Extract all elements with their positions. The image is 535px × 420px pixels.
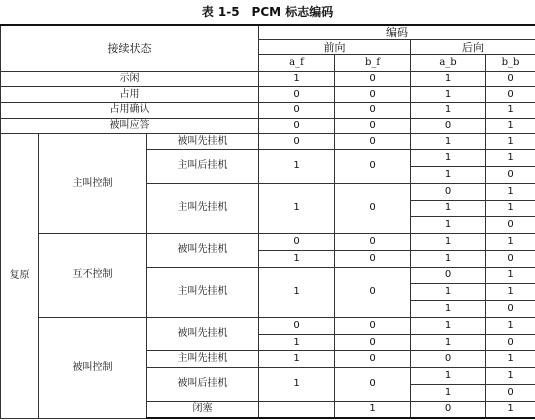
bf-cell: 0	[335, 71, 411, 87]
release-label: 复原	[1, 134, 39, 418]
table-row-idle	[1, 71, 535, 87]
bb-cell: 0	[486, 71, 535, 87]
af-cell: 1	[259, 368, 335, 402]
forward-header: 前向	[259, 40, 411, 55]
af-cell: 1	[259, 71, 335, 87]
af-cell: 0	[259, 317, 335, 334]
sub-state-label: 被叫后挂机	[147, 368, 259, 402]
sub-state-label: 被叫先挂机	[147, 234, 259, 268]
bb-cell: 1	[486, 234, 535, 251]
bb-header: b_b	[486, 54, 535, 71]
caller-control-label: 主叫控制	[39, 134, 147, 234]
ab-cell: 1	[411, 71, 486, 87]
bb-cell: 1	[486, 368, 535, 385]
ab-cell: 1	[411, 150, 486, 167]
table-caption: 表 1-5 PCM 标志编码	[201, 5, 334, 19]
bf-cell: 0	[335, 351, 411, 368]
code-header: 编码	[259, 25, 535, 40]
state-header: 接续状态	[1, 25, 259, 71]
ab-cell: 1	[411, 134, 486, 150]
af-cell: 1	[259, 334, 335, 351]
sub-state-label: 被叫先挂机	[147, 317, 259, 351]
bf-cell: 0	[411, 401, 486, 418]
blocking-label: 闭塞	[147, 401, 259, 418]
af-cell: 0	[259, 103, 335, 119]
ab-cell: 1	[411, 368, 486, 385]
sub-state-label: 主叫先挂机	[147, 351, 259, 368]
ab-cell: 1	[411, 384, 486, 401]
ab-cell: 1	[411, 334, 486, 351]
ab-cell: 1	[486, 401, 535, 418]
bf-cell: 0	[335, 118, 411, 134]
bf-cell: 0	[335, 250, 411, 267]
ab-cell: 1	[411, 103, 486, 119]
bf-cell: 0	[335, 368, 411, 402]
backward-header: 后向	[411, 40, 535, 55]
bb-cell: 0	[486, 384, 535, 401]
ab-cell: 1	[411, 200, 486, 217]
bb-cell: 1	[486, 351, 535, 368]
af-cell: 1	[259, 250, 335, 267]
ab-cell: 0	[411, 351, 486, 368]
bb-cell: 1	[486, 200, 535, 217]
bb-cell: 1	[486, 118, 535, 134]
ab-cell: 1	[411, 284, 486, 301]
bb-cell: 1	[486, 134, 535, 150]
callee-control-label: 被叫控制	[39, 317, 147, 418]
ab-cell: 0	[411, 118, 486, 134]
bf-cell: 0	[335, 317, 411, 334]
table-row	[1, 317, 535, 334]
bb-cell: 0	[486, 166, 535, 183]
bf-cell: 0	[335, 234, 411, 251]
af-cell: 0	[259, 234, 335, 251]
header-row-1	[1, 25, 535, 40]
bf-cell: 0	[335, 150, 411, 184]
ab-header: a_b	[411, 54, 486, 71]
bf-cell: 0	[335, 87, 411, 103]
row-label: 示闲	[1, 71, 259, 87]
bb-cell: 0	[486, 217, 535, 234]
af-cell: 0	[259, 87, 335, 103]
bb-cell: 0	[486, 334, 535, 351]
ab-cell: 0	[411, 267, 486, 284]
bb-cell: 0	[486, 87, 535, 103]
af-cell: 1	[259, 183, 335, 233]
ab-cell: 1	[411, 234, 486, 251]
af-cell: 1	[259, 150, 335, 184]
ab-cell: 1	[411, 317, 486, 334]
bb-cell: 1	[486, 284, 535, 301]
ab-cell: 1	[411, 87, 486, 103]
bb-cell: 0	[486, 250, 535, 267]
pcm-signaling-code-table	[0, 24, 535, 419]
table-row	[1, 134, 535, 150]
ab-cell: 1	[411, 250, 486, 267]
bf-cell: 0	[335, 334, 411, 351]
af-header: a_f	[259, 54, 335, 71]
table-row-seize-ack	[1, 103, 535, 119]
bb-cell: 1	[486, 267, 535, 284]
table-row-seize	[1, 87, 535, 103]
bf-cell: 0	[335, 267, 411, 317]
ab-cell: 0	[411, 183, 486, 200]
af-cell: 1	[259, 267, 335, 317]
bf-cell: 0	[335, 183, 411, 233]
af-cell: 0	[259, 134, 335, 150]
sub-state-label: 主叫先挂机	[147, 267, 259, 317]
sub-state-label: 被叫先挂机	[147, 134, 259, 150]
ab-cell: 1	[411, 217, 486, 234]
blocking-empty-cell	[259, 401, 335, 418]
af-cell: 1	[335, 401, 411, 418]
row-label: 占用	[1, 87, 259, 103]
bf-header: b_f	[335, 54, 411, 71]
bb-cell: 1	[486, 183, 535, 200]
ab-cell: 1	[411, 166, 486, 183]
table-row	[1, 234, 535, 251]
bf-cell: 0	[335, 134, 411, 150]
bb-cell: 0	[486, 301, 535, 318]
mutual-control-label: 互不控制	[39, 234, 147, 318]
af-cell: 0	[259, 118, 335, 134]
sub-state-label: 主叫后挂机	[147, 150, 259, 184]
sub-state-label: 主叫先挂机	[147, 183, 259, 233]
bb-cell: 1	[486, 103, 535, 119]
ab-cell: 1	[411, 301, 486, 318]
bb-cell: 1	[486, 150, 535, 167]
af-cell: 1	[259, 351, 335, 368]
table-row-answer	[1, 118, 535, 134]
bb-cell: 1	[486, 317, 535, 334]
bf-cell: 0	[335, 103, 411, 119]
row-label: 被叫应答	[1, 118, 259, 134]
row-label: 占用确认	[1, 103, 259, 119]
